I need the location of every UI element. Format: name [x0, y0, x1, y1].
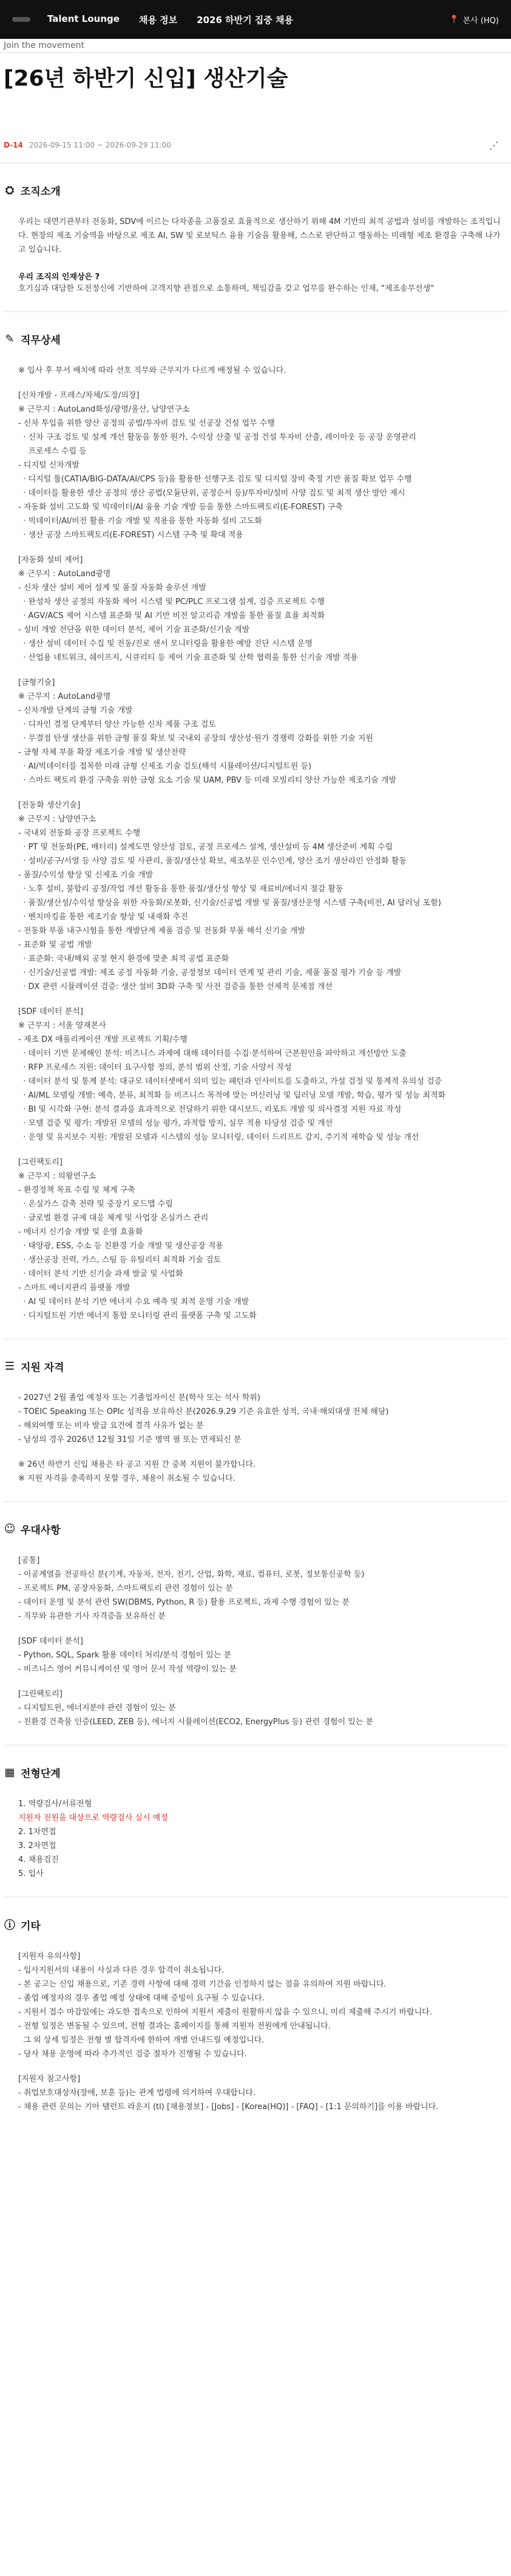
text-line: ※ 26년 하반기 신입 채용은 타 공고 지원 간 중복 지원이 불가합니다.	[18, 1460, 256, 1469]
text-line: - 전동화 부품 내구시험을 통한 개발단계 제품 검증 및 전동화 부품 해석 신기술 개발	[18, 926, 305, 936]
text-line: 5. 입사	[18, 1869, 44, 1878]
text-line: · DX 관련 시뮬레이션 검증: 생산 설비 3D화 구축 및 사전 검증을 통한 선제적 문제점 개선	[18, 982, 333, 991]
text-line: - 디지털트윈, 에너지분야 관련 경험이 있는 분	[18, 1704, 176, 1713]
job-header	[0, 53, 511, 149]
text-line: [금형기술]	[18, 678, 55, 687]
calendar-icon: ▦	[4, 1766, 15, 1779]
text-line: - 직무와 유관한 기사 자격증을 보유하신 분	[18, 1612, 166, 1621]
section-title: 지원 자격	[21, 1362, 64, 1374]
text-line: - 친환경 건축물 인증(LEED, ZEB 등), 에너지 시뮬레이션(ECO2, EnergyPlus 등) 관련 경험이 있는 분	[18, 1718, 374, 1727]
text-line: · 온실가스 감축 전략 및 중장기 로드맵 수립	[18, 1200, 173, 1209]
text-line: · 산업용 네트워크, 쉐이프지, 시큐리티 등 제어 기술 표준화 및 산학 협력을 통한 신기술 개발 적용	[18, 653, 358, 662]
section-org	[0, 183, 511, 296]
text-line: - 2027년 2월 졸업 예정자 또는 기졸업자이신 분(학사 또는 석사 학위)	[18, 1393, 260, 1402]
text-line: - 해외여행 또는 비자 발급 요건에 결격 사유가 없는 분	[18, 1421, 204, 1430]
text-line: - 금형 자체 부품 확장 제조기술 개발 및 생산전략	[18, 748, 186, 757]
text-line: · AI/빅데이터를 접목한 미래 금형 신제조 기술 검토(해석 시뮬레이션/디지털트윈 등)	[18, 762, 312, 771]
etc-blocks	[4, 1949, 507, 2114]
people-icon: ⛭	[5, 184, 15, 197]
text-line: [SDF 데이터 분석]	[18, 1637, 83, 1646]
text-line: · 디지털트윈 기반 에너지 통합 모니터링 관리 플랫폼 구축 및 고도화	[18, 1311, 257, 1320]
dday-badge: D-14	[4, 141, 23, 149]
text-line: · AI 및 데이터 분석 기반 에너지 수요 예측 및 최적 운영 기술 개발	[18, 1297, 249, 1307]
text-line: · 신기술/신공법 개발: 제조 공정 자동화 기술, 공정정보 데이터 연계 및 관리 기술, 제품 품질 평가 기술 등 개발	[18, 968, 402, 977]
text-line: · 데이터 분석 기반 신기술 과제 발굴 및 사업화	[18, 1269, 183, 1279]
text-line: · 데이터를 활용한 생산 공정의 생산 공법(모듈단위, 공정순서 등)/투자비/설비 사양 검토 및 최적 생산 방안 제시	[18, 489, 405, 498]
text-line: ※ 근무지 : AutoLand광명	[18, 692, 111, 701]
text-line: · 데이터 분석 및 통계 분석: 대규모 데이터셋에서 의미 있는 패턴과 인사이트를 도출하고, 가설 검정 및 통계적 유의성 검증	[18, 1077, 442, 1086]
section-title: 조직소개	[21, 186, 61, 198]
section-process	[0, 1765, 511, 1881]
text-block	[18, 1949, 507, 2061]
text-line: - 프로젝트 PM, 공장자동화, 스마트팩토리 관련 경험이 있는 분	[18, 1584, 233, 1593]
section-title: 기타	[21, 1920, 41, 1932]
text-block	[18, 1554, 507, 1623]
text-line: - 신차 투입을 위한 양산 공정의 공법/투자비 검토 및 선공장 건설 업무 수행	[18, 419, 275, 428]
talent-title: 우리 조직의 인재상은 ?	[18, 273, 100, 282]
text-line: - 국내외 전동화 공장 프로젝트 수행	[18, 829, 141, 838]
qual-notes	[18, 1458, 507, 1486]
share-icon[interactable]: ⋰	[489, 140, 499, 151]
pref-blocks	[4, 1554, 507, 1729]
text-line: 지원자 전원을 대상으로 역량검사 실시 예정	[18, 1813, 168, 1823]
text-line: · 운영 및 유지보수 지원: 개발된 모델과 시스템의 성능 모니터링, 데이터 드리프트 감지, 주기적 재학습 및 성능 개선	[18, 1133, 419, 1142]
person-star-icon: ☺	[4, 1523, 16, 1535]
text-line: · BI 및 시각화 구현: 분석 결과를 효과적으로 전달하기 위한 대시보드, 리포트 개발 및 의사결정 지원 자료 작성	[18, 1105, 402, 1114]
text-line: · 신차 구조 검토 및 설계 개선 활동을 통한 원가, 수익성 산출 및 공정 건설 투자비 산출, 레이아웃 등 공장 운영관리	[18, 433, 416, 442]
section-qualifications	[0, 1359, 511, 1486]
text-line: [그린팩토리]	[18, 1158, 63, 1167]
text-line: · 품질/생산성/수익성 향상을 위한 자동화/로봇화, 신기술/신공법 개발 및 품질/생산운영 시스템 구축(비전, AI 답러닝 포함)	[18, 899, 441, 908]
text-line: ※ 근무지 : 의왕연구소	[18, 1172, 96, 1181]
text-line: [공통]	[18, 1556, 40, 1565]
text-line: - 남성의 경우 2026년 12월 31일 기준 병역 필 또는 면제되신 분	[18, 1435, 242, 1444]
text-block	[18, 1005, 507, 1144]
text-line: · 설비/공구/서열 등 사양 검토 및 사관리, 품질/생산성 확보, 제조부문 인수인계, 양산 조기 생산라인 안정화 활동	[18, 857, 407, 866]
main-nav	[47, 13, 449, 26]
text-line: - TOEIC Speaking 또는 OPIc 성적을 보유하신 분(2026.9.29 기준 유효한 성적, 국내·해외대생 전체 해당)	[18, 1407, 389, 1416]
text-line: - 이공계열을 전공하신 분(기계, 자동차, 전자, 전기, 산업, 화학, 재료, 컴퓨터, 로봇, 정보통신공학 등)	[18, 1570, 365, 1579]
section-title: 우대사항	[21, 1524, 61, 1537]
text-block	[18, 2072, 507, 2114]
location-selector[interactable]	[449, 14, 499, 25]
text-line: [자동화 설비 제어]	[18, 556, 83, 565]
text-line: [지원자 참고사항]	[18, 2075, 81, 2084]
text-block	[18, 389, 507, 542]
list-icon: ☰	[4, 1360, 15, 1373]
talent-description: 호기심과 대담한 도전정신에 기반하여 고객지향 관점으로 소통하며, 책임감을 갖고 업무를 완수하는 인재, "제조송무선생"	[18, 284, 435, 293]
text-line: - 졸업 예정자의 경우 졸업 예정 상태에 대해 증빙이 요구될 수 있습니다.	[18, 1994, 265, 2003]
text-line: - 환경정책 목표 수립 및 체계 구축	[18, 1186, 135, 1195]
nav-item-recruit-2026[interactable]: 2026 하반기 집중 채용	[197, 14, 293, 25]
job-meta	[4, 141, 507, 149]
text-line: · 생산공장 전력, 가스, 스팀 등 유틸리티 최적화 기술 검토	[18, 1256, 222, 1265]
text-line: - Python, SQL, Spark 활용 데이터 처리/분석 경험이 있는 분	[18, 1651, 232, 1660]
text-block	[18, 676, 507, 787]
text-line: - 전형 일정은 변동될 수 있으며, 전형 결과는 홈페이지를 통해 지원자 전원에게 안내됩니다.	[18, 2022, 331, 2031]
text-line: · 표준화: 국내/해외 공정 현지 환경에 맞춘 최적 공법 표준화	[18, 954, 229, 963]
text-line: 3. 2차면접	[18, 1841, 56, 1850]
text-line: - 스마트 에너지관리 플랫폼 개발	[18, 1283, 130, 1293]
process-steps	[18, 1797, 507, 1881]
location-label: 본사 (HQ)	[462, 16, 499, 25]
text-line: - 에너지 신기술 개발 및 운영 효율화	[18, 1228, 143, 1237]
section-title: 전형단계	[21, 1768, 61, 1780]
text-line: ※ 지원 자격을 충족하지 못할 경우, 채용이 취소될 수 있습니다.	[18, 1474, 235, 1483]
text-line: · 모델 검증 및 평가: 개발된 모델의 성능 평가, 과적합 방지, 실무 적용 타당성 검증 및 개선	[18, 1119, 333, 1128]
text-line: - 제조 DX 애플리케이션 개발 프로젝트 기획/수행	[18, 1035, 188, 1044]
section-divider	[4, 311, 507, 312]
text-line: - 입사지원서의 내용이 사실과 다른 경우 합격이 취소됩니다.	[18, 1966, 225, 1975]
text-line: - 당사 채용 운영에 따라 추가적인 검증 절차가 진행될 수 있습니다.	[18, 2050, 247, 2059]
section-divider	[4, 1501, 507, 1502]
text-line: · 생산 공장 스마트팩토리(E-FOREST) 시스템 구축 및 확대 적용	[18, 531, 243, 540]
text-line: · 데이터 기반 문제해인 분석: 비즈니스 과제에 대해 데이터를 수집·분석하여 근본원인을 파악하고 개선방안 도출	[18, 1049, 407, 1058]
location-pin-icon: 📍	[449, 15, 459, 24]
text-line: 그 외 상세 일정은 전형 별 합격자에 한하여 개별 안내드릴 예정입니다.	[18, 2036, 265, 2045]
section-etc	[0, 1917, 511, 2114]
text-line: ※ 근무지 : AutoLand화성/광명/울산, 남양연구소	[18, 405, 190, 414]
duties-blocks	[4, 389, 507, 1323]
job-title: [26년 하반기 신입] 생산기술	[4, 66, 288, 91]
text-line: [신차개발 - 프레스/차체/도장/의장]	[18, 391, 140, 400]
text-line: · AGV/ACS 제어 시스템 표준화 및 AI 기반 비전 알고리즘 개발을 통한 품질 효율 최적화	[18, 611, 325, 620]
text-block	[18, 1155, 507, 1323]
text-line: · 벤치마킹을 통한 제조기술 향상 및 내재화 추진	[18, 912, 188, 922]
text-line: - 품질/수익성 향상 및 신제조 기술 개발	[18, 871, 154, 880]
text-block	[18, 553, 507, 665]
text-line: - 본 공고는 신입 채용으로, 기존 경력 사항에 대해 경력 기간을 인정하지 않는 점을 유의하여 지원 바랍니다.	[18, 1980, 387, 1989]
text-line: - 비즈니스 영어 커뮤니케이션 및 영어 문서 작성 역량이 있는 분	[18, 1665, 237, 1674]
edit-icon: ✎	[5, 333, 15, 345]
text-line: · 노후 설비, 불합리 공정/작업 개선 활동을 통한 품질/생산성 향상 및 재료비/에너지 절감 활동	[18, 885, 343, 894]
text-line: [SDF 데이터 분석]	[18, 1007, 83, 1016]
text-line: · 태양광, ESS, 수소 등 친환경 기술 개발 및 생산공장 적용	[18, 1242, 223, 1251]
duties-note: ※ 입사 후 부서 배치에 따라 선호 직무와 근무지가 다르게 배정될 수 있습니다.	[18, 366, 286, 375]
text-line: - 신차개발 단계의 금형 기술 개발	[18, 706, 133, 715]
text-line: · 빅데이터/AI/비전 활용 기술 개발 및 적용을 통한 자동화 설비 고도화	[18, 517, 262, 526]
text-line: - 지원서 접수 마감일에는 과도한 접속으로 인하여 지원서 제출이 원활하지 않을 수 있으니, 미리 제출해 주시기 바랍니다.	[18, 2008, 432, 2017]
text-line: · 생산 설비 데이터 수집 및 전동/진로 센서 모니터링을 활용한 예방 진단 시스템 운영	[18, 639, 313, 648]
text-block	[18, 798, 507, 994]
text-line: · 완성차 생산 공정의 자동화 제어 시스템 및 PC/PLC 프로그램 설계, 검증 프로젝트 수행	[18, 597, 325, 607]
nav-item-talent-lounge[interactable]: Talent Lounge	[47, 13, 120, 24]
text-line: [그린팩토리]	[18, 1690, 63, 1699]
text-line: - 설비 개발 전단을 위한 데이터 분석, 제어 기술 표준화/신기술 개발	[18, 625, 250, 634]
qual-lines	[18, 1391, 507, 1447]
text-line: 프로세스 수립 등	[18, 447, 87, 456]
text-block	[18, 1687, 507, 1729]
text-line: - 데이터 운영 및 분석 관련 SW(DBMS, Python, R 등) 활용 프로젝트, 과제 수행 경험이 있는 분	[18, 1598, 350, 1607]
text-line: · 디자인 결정 단계부터 양산 가능한 신차 제품 구조 검토	[18, 720, 216, 729]
text-line: ※ 근무지 : AutoLand광명	[18, 569, 111, 579]
text-line: ※ 근무지 : 서울 양재본사	[18, 1021, 106, 1030]
text-line: · 무결점 탄생 생산을 위한 금형 품질 확보 및 국내외 공장의 생산성·원가 경쟁력 강화를 위한 기술 지원	[18, 734, 373, 743]
text-line: 2. 1차면접	[18, 1827, 56, 1837]
text-line: · AI/ML 모델링 개발: 예측, 분류, 최적화 등 비즈니스 목적에 맞는 머신러닝 및 딥러닝 모델 개발, 학습, 평가 및 성능 최적화	[18, 1091, 446, 1100]
section-duties	[0, 331, 511, 1323]
text-line: - 디지털 신차개발	[18, 461, 80, 470]
text-line: - 취업보호대상자(장애, 보훈 등)는 관계 법령에 의거하여 우대합니다.	[18, 2088, 256, 2098]
text-line: [전동화 생산기술]	[18, 801, 81, 810]
text-block	[18, 1634, 507, 1676]
text-line: · 디지털 툴(CATIA/BIG-DATA/AI/CPS 등)을 활용한 선행구조 검토 및 디지털 장비 축정 기반 품질 확보 업무 수행	[18, 475, 412, 484]
top-nav-bar	[0, 0, 511, 39]
text-line: 1. 역량검사/서류전형	[18, 1799, 92, 1809]
section-preferred	[0, 1521, 511, 1729]
text-line: - 신차 생산 설비 제어 설계 및 품질 자동화 솔루션 개발	[18, 583, 206, 593]
text-line: · 스마트 팩토리 환경 구축을 위한 금형 요소 기술 및 UAM, PBV 등 미래 모빌리티 양산 가능한 제조기술 개발	[18, 776, 396, 785]
job-period: 2026-09-15 11:00 ~ 2026-09-29 11:00	[29, 141, 171, 149]
text-line: ※ 근무지 : 남양연구소	[18, 815, 96, 824]
text-line: - 표준화 및 공법 개발	[18, 940, 92, 950]
nav-item-jobs[interactable]: 채용 정보	[138, 14, 178, 25]
text-line: 4. 채용검진	[18, 1855, 59, 1864]
text-line: · RFP 프로세스 지원: 데이터 요구사항 정의, 분석 범위 산정, 기술 사양서 작성	[18, 1063, 292, 1072]
text-line: · PT 및 전동화(PE, 배터리) 설계도면 양산성 검토, 공정 프로세스 설계, 생산설비 등 4M 생산준비 계획 수립	[18, 843, 393, 852]
text-line: [지원자 유의사항]	[18, 1952, 81, 1961]
text-line: - 채용 관련 문의는 기아 탤런트 라운지 (tl) [채용정보] - [Jobs] - [Korea(HQ)] - [FAQ] - [1:1 문의하기]를 이용 바랍니다.	[18, 2102, 439, 2112]
info-icon: ⓘ	[4, 1919, 15, 1932]
logo[interactable]	[12, 17, 30, 22]
subnav-tagline: Join the movement	[0, 39, 511, 53]
org-description: 우리는 대면기관부터 전동화, SDV에 이르는 다차종을 고품질로 효율적으로 생산하기 위해 4M 기반의 최적 공법과 설비를 개발하는 조직입니다. 현장의 제조 기술역을 바탕으로 제조 AI, SW 및 로보틱스 융용 기술을 활용해, 스스로 판단하고 행동하는 미래형 제조 환경을 구축해 나가고 있습니다.	[18, 217, 501, 254]
text-line: · 글로벌 환경 규제 대응 체계 및 사업장 온실가스 관리	[18, 1214, 209, 1223]
text-line: - 자동화 설비 고도화 및 빅데이터/AI 융용 기술 개발 등을 통한 스마트팩토리(E-FOREST) 구축	[18, 503, 343, 512]
section-title: 직무상세	[21, 335, 61, 347]
